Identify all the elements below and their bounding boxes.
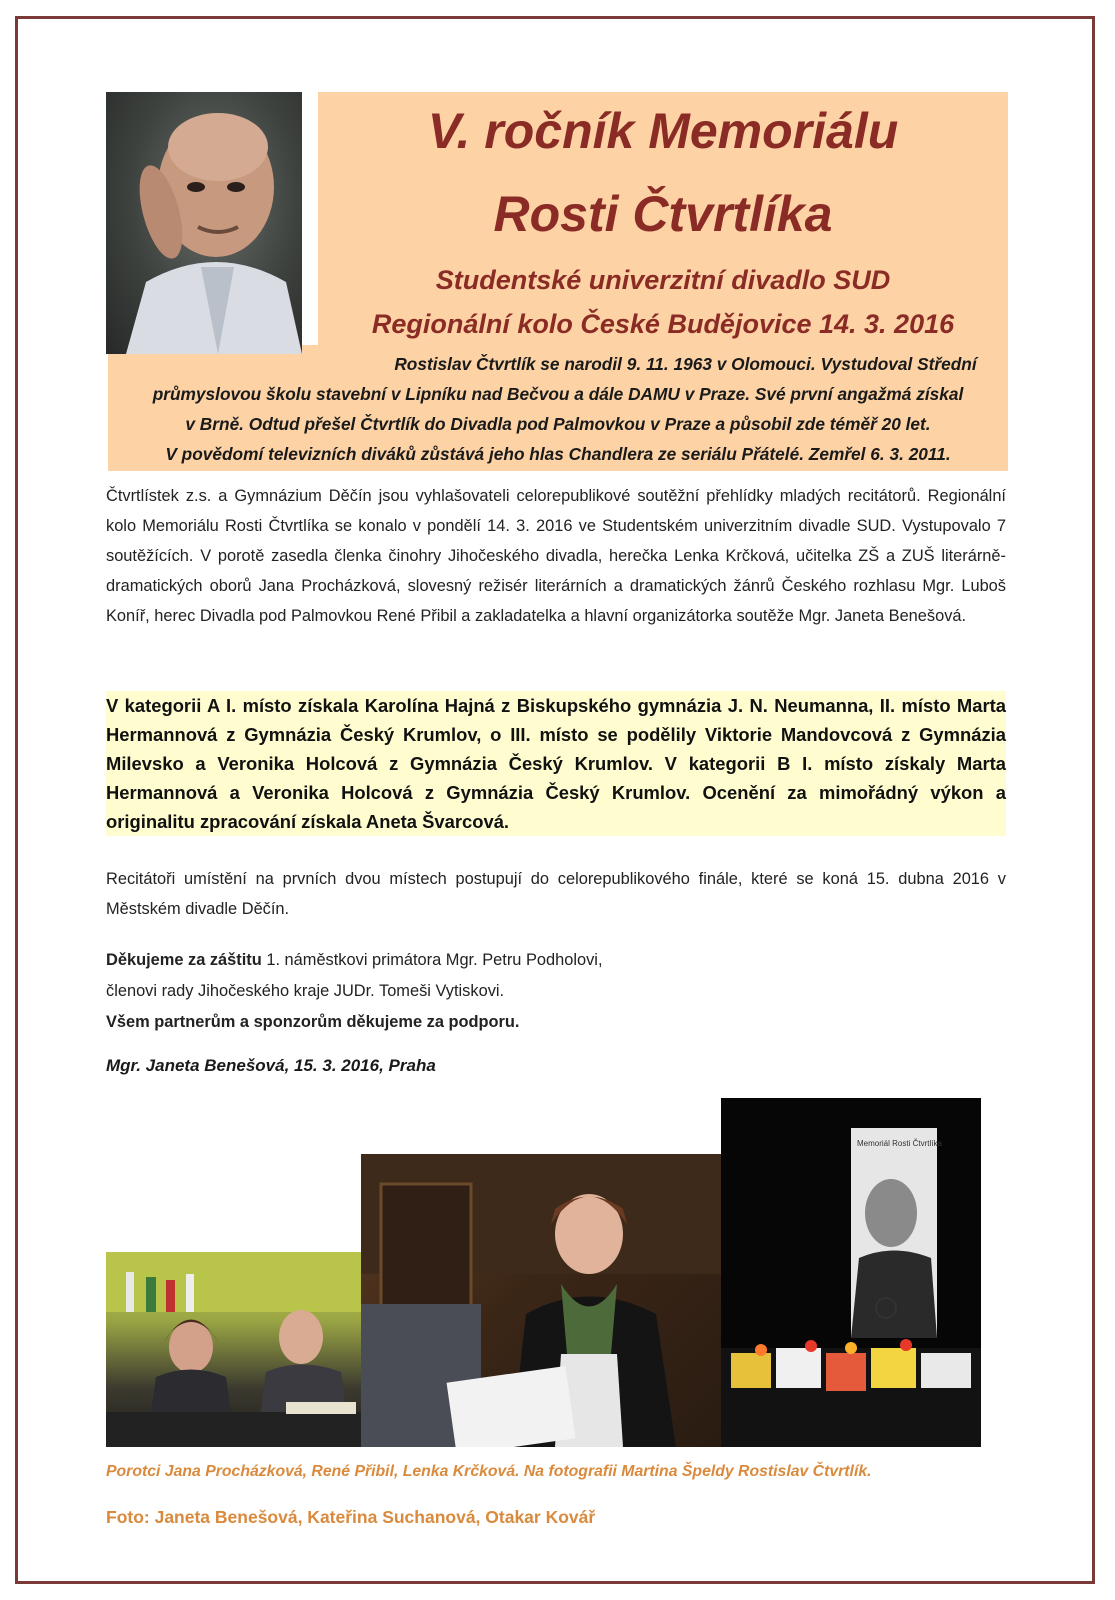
thanks-block <box>106 945 1006 1038</box>
finals-paragraph: Recitátoři umístění na prvních dvou místech postupují do celorepublikového finále, které se koná 15. dubna 2016 v Městském divadle Děčín. <box>106 870 1006 918</box>
title-line-1: V. ročník Memoriálu <box>427 103 899 159</box>
intro-paragraph: Čtvrtlístek z.s. a Gymnázium Děčín jsou vyhlašovateli celorepublikové soutěžní přehlídky mladých recitátorů. Regionální kolo Memoriálu Rosti Čtvrtlíka se konalo v pondělí 14. 3. 2016 ve Studentském univerzitním divadle SUD. Vystupovalo 7 soutěžících. V porotě zasedla členka činohry Jihočeského divadla, herečka Lenka Krčková, učitelka ZŠ a ZUŠ literárně-dramatických oborů Jana Procházková, slovesný režisér literárních a dramatických žánrů Českého rozhlasu Mgr. Luboš Koníř, herec Divadla pod Palmovkou René Přibil a zakladatelka a hlavní organizátorka soutěže Mgr. Janeta Benešová. <box>106 487 1006 625</box>
photo-juror-woman <box>361 1154 721 1447</box>
poster-label: Memoriál Rosti Čtvrtlíka <box>857 1139 942 1148</box>
thanks-line-1 <box>106 945 1006 976</box>
thanks-lead: Děkujeme za záštitu <box>106 951 262 969</box>
results-paragraph: V kategorii A I. místo získala Karolína Hajná z Biskupského gymnázia J. N. Neumanna, II. místo Marta Hermannová z Gymnázia Český Krumlov, o III. místo se podělily Viktorie Mandovcová z Gymnázia Milevsko a Veronika Holcová z Gymnázia Český Krumlov. V kategorii B I. místo získaly Marta Hermannová a Veronika Holcová z Gymnázia Český Krumlov. Ocenění za mimořádný výkon a originalitu zpracování získala Aneta Švarcová. <box>106 691 1006 836</box>
bio-line-2: průmyslovou školu stavební v Lipníku nad Bečvou a dále DAMU v Praze. Své první angažmá získal <box>152 384 964 404</box>
bio-line-4: V povědomí televizních diváků zůstává jeho hlas Chandlera ze seriálu Přátelé. Zemřel 6. 3. 2011. <box>165 444 951 464</box>
event-date-line: Regionální kolo České Budějovice 14. 3. 2016 <box>371 309 955 339</box>
portrait-photo <box>106 92 302 354</box>
title-line-2: Rosti Čtvrtlíka <box>493 186 833 242</box>
photo-caption: Porotci Jana Procházková, René Přibil, Lenka Krčková. Na fotografii Martina Špeldy Rostislav Čtvrtlík. <box>106 1463 872 1480</box>
thanks-line-3: Všem partnerům a sponzorům děkujeme za podporu. <box>106 1013 520 1031</box>
photo-memorial-poster <box>721 1098 981 1447</box>
thanks-line-1-rest: 1. náměstkovi primátora Mgr. Petru Podholovi, <box>261 951 603 969</box>
subtitle: Studentské univerzitní divadlo SUD <box>435 265 891 295</box>
photo-credits: Foto: Janeta Benešová, Kateřina Suchanová, Otakar Kovář <box>106 1507 596 1527</box>
bio-line-1: Rostislav Čtvrtlík se narodil 9. 11. 1963 v Olomouci. Vystudoval Střední <box>394 354 977 374</box>
bio-text <box>108 349 1008 469</box>
bio-line-3: v Brně. Odtud přešel Čtvrtlík do Divadla pod Palmovkou v Praze a působil zde téměř 20 let. <box>185 414 931 434</box>
photo-jury <box>106 1252 361 1447</box>
thanks-line-2: členovi rady Jihočeského kraje JUDr. Tomeši Vytiskovi. <box>106 982 505 1000</box>
signature: Mgr. Janeta Benešová, 15. 3. 2016, Praha <box>106 1056 436 1075</box>
